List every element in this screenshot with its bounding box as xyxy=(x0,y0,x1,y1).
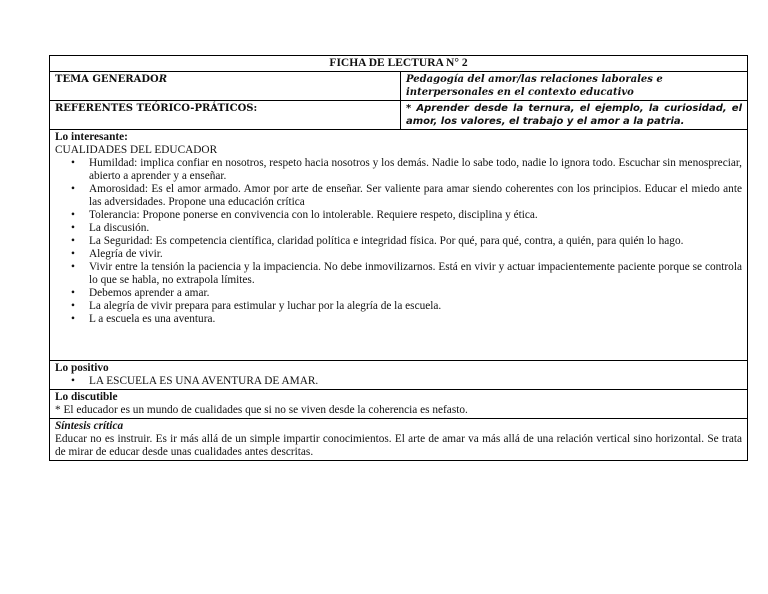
reading-sheet-table xyxy=(49,55,748,461)
tema-label-suffix: R xyxy=(158,74,168,85)
list-item: • Alegría de vivir. xyxy=(89,248,742,261)
list-item: • L a escuela es una aventura. xyxy=(89,313,742,326)
list-item: • La Seguridad: Es competencia científica, claridad política e integridad física. Por qué, para qué, contra, a quién, para quién lo hago. xyxy=(89,235,742,248)
list-item: • Amorosidad: Es el amor armado. Amor por arte de enseñar. Ser valiente para amar siendo coherentes con los principios. Educar el miedo ante las adversidades. Propone una educación crítica xyxy=(89,183,742,209)
referentes-label: REFERENTES TEÓRICO-PRÁTICOS: xyxy=(50,101,401,130)
positivo-heading: Lo positivo xyxy=(55,362,109,374)
discutible-cell xyxy=(50,390,748,419)
positivo-cell xyxy=(50,361,748,390)
discutible-heading: Lo discutible xyxy=(55,391,118,403)
list-item: • Vivir entre la tensión la paciencia y la impaciencia. No debe inmovilizarnos. Está en vivir y actuar impacientemente paciente porque se controla lo que se habla, no extrapola límites. xyxy=(89,261,742,287)
list-item: • La alegría de vivir prepara para estimular y luchar por la alegría de la escuela. xyxy=(89,300,742,313)
referentes-value: * Aprender desde la ternura, el ejemplo, la curiosidad, el amor, los valores, el trabajo y el amor a la patria. xyxy=(401,101,748,130)
sintesis-text: Educar no es instruir. Es ir más allá de un simple impartir conocimientos. El arte de amar va más allá de una relación vertical sino horizontal. Se trata de mirar de educar desde unas cualidades antes descritas. xyxy=(55,433,742,458)
sintesis-row xyxy=(50,419,748,461)
discutible-row xyxy=(50,390,748,419)
tema-label-cell xyxy=(50,72,401,101)
qualities-list xyxy=(55,157,742,326)
list-item: • La discusión. xyxy=(89,222,742,235)
interesante-subheading: CUALIDADES DEL EDUCADOR xyxy=(55,144,218,156)
list-item: • Humildad: implica confiar en nosotros, respeto hacia nosotros y los demás. Nadie lo sabe todo, nadie lo ignora todo. Escuchar sin menospreciar, abierto a aprender y a enseñar. xyxy=(89,157,742,183)
positivo-row xyxy=(50,361,748,390)
tema-row xyxy=(50,72,748,101)
list-item: • Tolerancia: Propone ponerse en convivencia con lo intolerable. Requiere respeto, disciplina y ética. xyxy=(89,209,742,222)
interesante-row xyxy=(50,130,748,361)
interesante-cell xyxy=(50,130,748,361)
list-item: • Debemos aprender a amar. xyxy=(89,287,742,300)
sheet-title: FICHA DE LECTURA N° 2 xyxy=(50,56,748,72)
tema-label: TEMA GENERADO xyxy=(55,74,159,85)
tema-value: Pedagogía del amor/las relaciones laborales e interpersonales en el contexto educativo xyxy=(401,72,748,101)
discutible-text: * El educador es un mundo de cualidades que si no se viven desde la coherencia es nefasto. xyxy=(55,404,468,416)
sintesis-cell xyxy=(50,419,748,461)
list-item: • LA ESCUELA ES UNA AVENTURA DE AMAR. xyxy=(89,375,742,388)
sintesis-heading: Síntesis crítica xyxy=(55,420,124,432)
referentes-row xyxy=(50,101,748,130)
positivo-list xyxy=(55,375,742,388)
title-row xyxy=(50,56,748,72)
interesante-heading: Lo interesante: xyxy=(55,131,128,143)
